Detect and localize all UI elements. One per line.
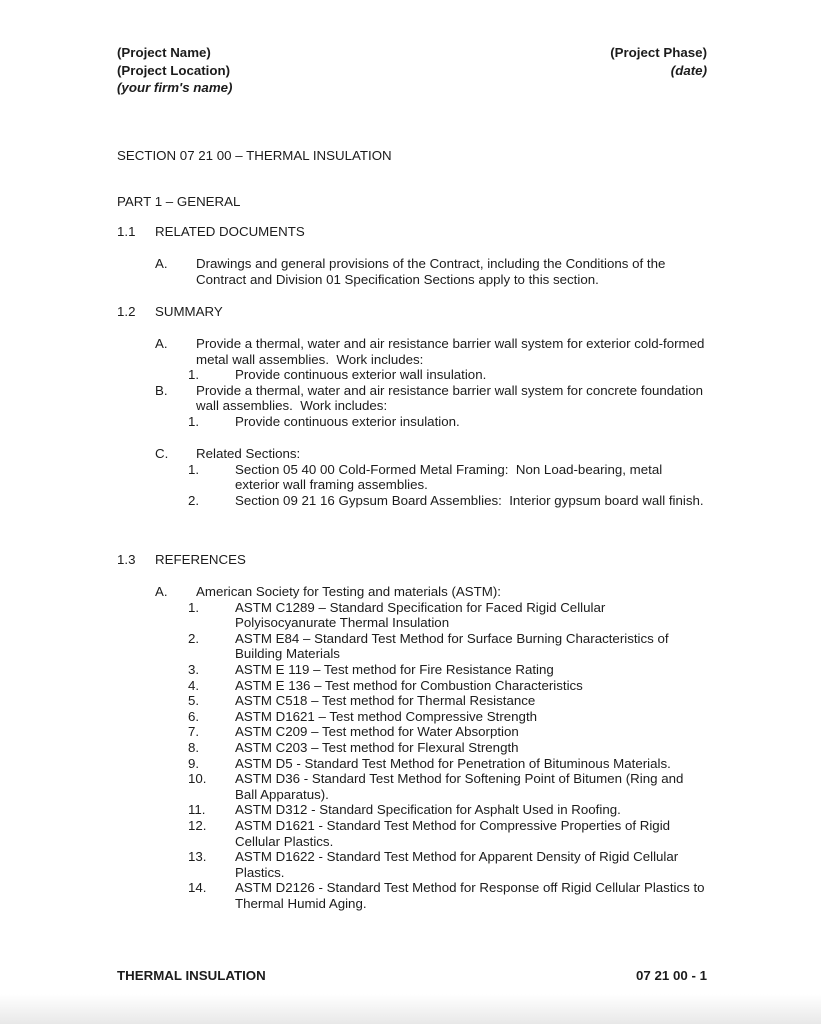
article-heading-1-3	[117, 552, 707, 568]
section-title: SECTION 07 21 00 – THERMAL INSULATION	[117, 148, 392, 163]
article-heading-1-1	[117, 224, 707, 240]
list-item	[117, 414, 707, 430]
article-1-2-related-sections	[117, 446, 707, 508]
list-text: ASTM D312 - Standard Specification for Asphalt Used in Roofing.	[235, 802, 621, 818]
list-text: ASTM D36 - Standard Test Method for Softening Point of Bitumen (Ring and Ball Apparatus).	[235, 771, 688, 802]
list-text: ASTM D1621 - Standard Test Method for Compressive Properties of Rigid Cellular Plastics.	[235, 817, 674, 849]
list-marker: 10.	[188, 771, 207, 787]
list-marker: 12.	[188, 817, 207, 833]
firm-name: (your firm's name)	[117, 80, 233, 96]
header-left-block	[117, 44, 232, 97]
list-item	[117, 600, 707, 631]
spec-paragraph	[117, 584, 707, 600]
project-phase: (Project Phase)	[610, 45, 707, 60]
date: (date)	[670, 62, 707, 78]
list-text: Section 05 40 00 Cold-Formed Metal Framing: Non Load-bearing, metal exterior wall framing assemblies.	[235, 461, 666, 493]
list-text: Provide continuous exterior insulation.	[235, 413, 460, 429]
project-name: (Project Name)	[117, 45, 211, 60]
list-item	[117, 367, 707, 383]
list-marker: 8.	[188, 739, 200, 755]
list-item	[117, 756, 707, 772]
article-number: 1.3	[117, 552, 136, 567]
paragraph-marker: C.	[155, 446, 169, 461]
list-item	[117, 818, 707, 849]
list-text: ASTM C1289 – Standard Specification for Faced Rigid Cellular Polyisocyanurate Thermal Insulation	[235, 599, 609, 631]
spec-paragraph	[117, 336, 707, 367]
list-item	[117, 709, 707, 725]
spec-paragraph	[117, 383, 707, 414]
page-footer	[117, 968, 707, 984]
list-marker: 1.	[188, 367, 200, 383]
list-marker: 11.	[188, 802, 206, 818]
article-number: 1.1	[117, 224, 136, 239]
list-text: ASTM D2126 - Standard Test Method for Response off Rigid Cellular Plastics to Thermal Humid Aging.	[235, 880, 709, 911]
list-marker: 1.	[188, 461, 200, 477]
list-marker: 5.	[188, 693, 200, 709]
spec-paragraph	[117, 446, 707, 462]
footer-section-name: THERMAL INSULATION	[117, 968, 266, 983]
list-text: ASTM D1621 – Test method Compressive Strength	[235, 708, 538, 724]
paragraph-text: Drawings and general provisions of the Contract, including the Conditions of the Contract and Division 01 Specification Sections apply to this section.	[196, 256, 670, 287]
paragraph-marker: A.	[155, 336, 168, 351]
article-heading-1-2	[117, 304, 707, 320]
list-item	[117, 493, 707, 509]
list-item	[117, 678, 707, 694]
list-marker: 13.	[188, 849, 207, 865]
list-text: ASTM D5 - Standard Test Method for Penetration of Bituminous Materials.	[235, 755, 671, 771]
header-right-block	[610, 44, 707, 97]
article-number: 1.2	[117, 304, 136, 319]
list-text: ASTM C518 – Test method for Thermal Resistance	[235, 693, 536, 709]
spec-paragraph	[117, 256, 707, 287]
list-text: ASTM E 136 – Test method for Combustion Characteristics	[235, 677, 583, 693]
paragraph-text: Provide a thermal, water and air resistance barrier wall system for concrete foundation wall assemblies. Work includes:	[196, 382, 707, 414]
list-item	[117, 740, 707, 756]
list-text: ASTM E 119 – Test method for Fire Resistance Rating	[235, 661, 554, 677]
list-marker: 2.	[188, 630, 200, 646]
paragraph-text: American Society for Testing and materials (ASTM):	[196, 584, 501, 599]
list-marker: 7.	[188, 724, 200, 740]
list-text: Section 09 21 16 Gypsum Board Assemblies: Interior gypsum board wall finish.	[235, 492, 704, 508]
paragraph-marker: A.	[155, 256, 168, 271]
page-header	[117, 44, 707, 97]
list-marker: 1.	[188, 599, 200, 615]
project-location: (Project Location)	[117, 62, 231, 78]
list-marker: 6.	[188, 708, 200, 724]
list-marker: 3.	[188, 661, 200, 677]
footer-page-number: 07 21 00 - 1	[636, 968, 707, 983]
article-title: SUMMARY	[155, 304, 223, 319]
list-text: ASTM D1622 - Standard Test Method for Apparent Density of Rigid Cellular Plastics.	[235, 849, 682, 880]
part-title: PART 1 – GENERAL	[117, 194, 241, 209]
article-1-2-body	[117, 336, 707, 430]
paragraph-marker: B.	[155, 382, 168, 398]
paragraph-text: Provide a thermal, water and air resistance barrier wall system for exterior cold-formed metal wall assemblies. Work includes:	[196, 336, 709, 367]
list-marker: 2.	[188, 492, 200, 508]
list-item	[117, 802, 707, 818]
list-text: ASTM C203 – Test method for Flexural Strength	[235, 739, 519, 755]
list-text: ASTM E84 – Standard Test Method for Surface Burning Characteristics of Building Materials	[235, 630, 673, 662]
list-item	[117, 724, 707, 740]
list-item	[117, 662, 707, 678]
paragraph-marker: A.	[155, 584, 168, 599]
list-item	[117, 693, 707, 709]
article-1-1-body	[117, 256, 707, 287]
list-item	[117, 849, 707, 880]
list-marker: 9.	[188, 755, 200, 771]
list-item	[117, 462, 707, 493]
article-title: REFERENCES	[155, 552, 246, 567]
article-title: RELATED DOCUMENTS	[155, 224, 305, 239]
list-text: Provide continuous exterior wall insulation.	[235, 367, 487, 383]
list-item	[117, 771, 707, 802]
list-text: ASTM C209 – Test method for Water Absorption	[235, 724, 519, 740]
list-marker: 14.	[188, 880, 207, 896]
list-marker: 1.	[188, 413, 200, 429]
article-1-3-body	[117, 584, 707, 911]
paragraph-text: Related Sections:	[196, 446, 301, 461]
list-item	[117, 880, 707, 911]
list-marker: 4.	[188, 677, 200, 693]
list-item	[117, 631, 707, 662]
